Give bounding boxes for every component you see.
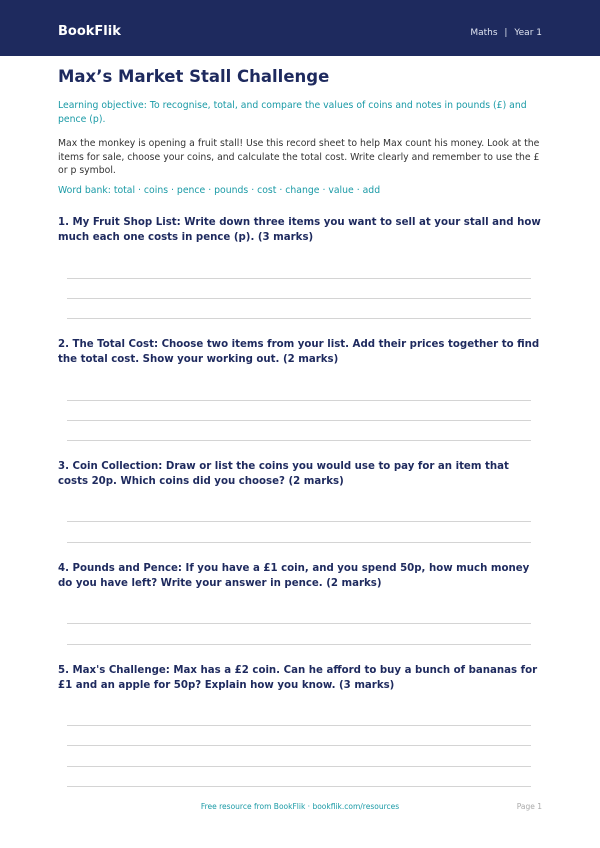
answer-line[interactable] — [67, 644, 531, 645]
answer-line[interactable] — [67, 440, 531, 441]
page-number: Page 1 — [516, 802, 542, 811]
answer-line[interactable] — [67, 318, 531, 319]
answer-line[interactable] — [67, 623, 531, 624]
answer-line[interactable] — [67, 298, 531, 299]
page-title: Max’s Market Stall Challenge — [58, 67, 330, 86]
brand-logo: BookFlik — [58, 24, 121, 39]
answer-line[interactable] — [67, 745, 531, 746]
subject-label: Maths — [470, 28, 498, 38]
learning-objective: Learning objective: To recognise, total, and compare the values of coins and notes in pounds (£) and pence (p). — [58, 100, 527, 125]
answer-line[interactable] — [67, 400, 531, 401]
footer-resource-link[interactable]: Free resource from BookFlik · bookflik.com/resources — [200, 802, 400, 811]
breadcrumb-separator: | — [504, 28, 508, 38]
answer-line[interactable] — [67, 521, 531, 522]
answer-line[interactable] — [67, 420, 531, 421]
question-3: 3. Coin Collection: Draw or list the coins you would use to pay for an item that costs 20p. Which coins did you choose? (2 marks) — [58, 461, 509, 487]
answer-line[interactable] — [67, 278, 531, 279]
question-5: 5. Max's Challenge: Max has a £2 coin. Can he afford to buy a bunch of bananas for £1 and an apple for 50p? Explain how you know. (3 marks) — [58, 665, 538, 691]
year-label: Year 1 — [514, 28, 542, 38]
question-2: 2. The Total Cost: Choose two items from your list. Add their prices together to find the total cost. Show your working out. (2 marks) — [58, 339, 540, 365]
intro-paragraph: Max the monkey is opening a fruit stall! Use this record sheet to help Max count his money. Look at the items for sale, choose your coins, and calculate the total cost. Write clearly and remember to use the £ or p symbol. — [58, 138, 540, 176]
answer-line[interactable] — [67, 766, 531, 767]
answer-line[interactable] — [67, 542, 531, 543]
word-bank: Word bank: total · coins · pence · pounds · cost · change · value · add — [58, 185, 381, 196]
question-4: 4. Pounds and Pence: If you have a £1 coin, and you spend 50p, how much money do you have left? Write your answer in pence. (2 marks) — [58, 563, 530, 589]
answer-line[interactable] — [67, 786, 531, 787]
question-1: 1. My Fruit Shop List: Write down three items you want to sell at your stall and how much each one costs in pence (p). (3 marks) — [58, 217, 541, 243]
answer-line[interactable] — [67, 725, 531, 726]
page-header — [0, 0, 600, 56]
subject-year-breadcrumb — [470, 28, 542, 38]
